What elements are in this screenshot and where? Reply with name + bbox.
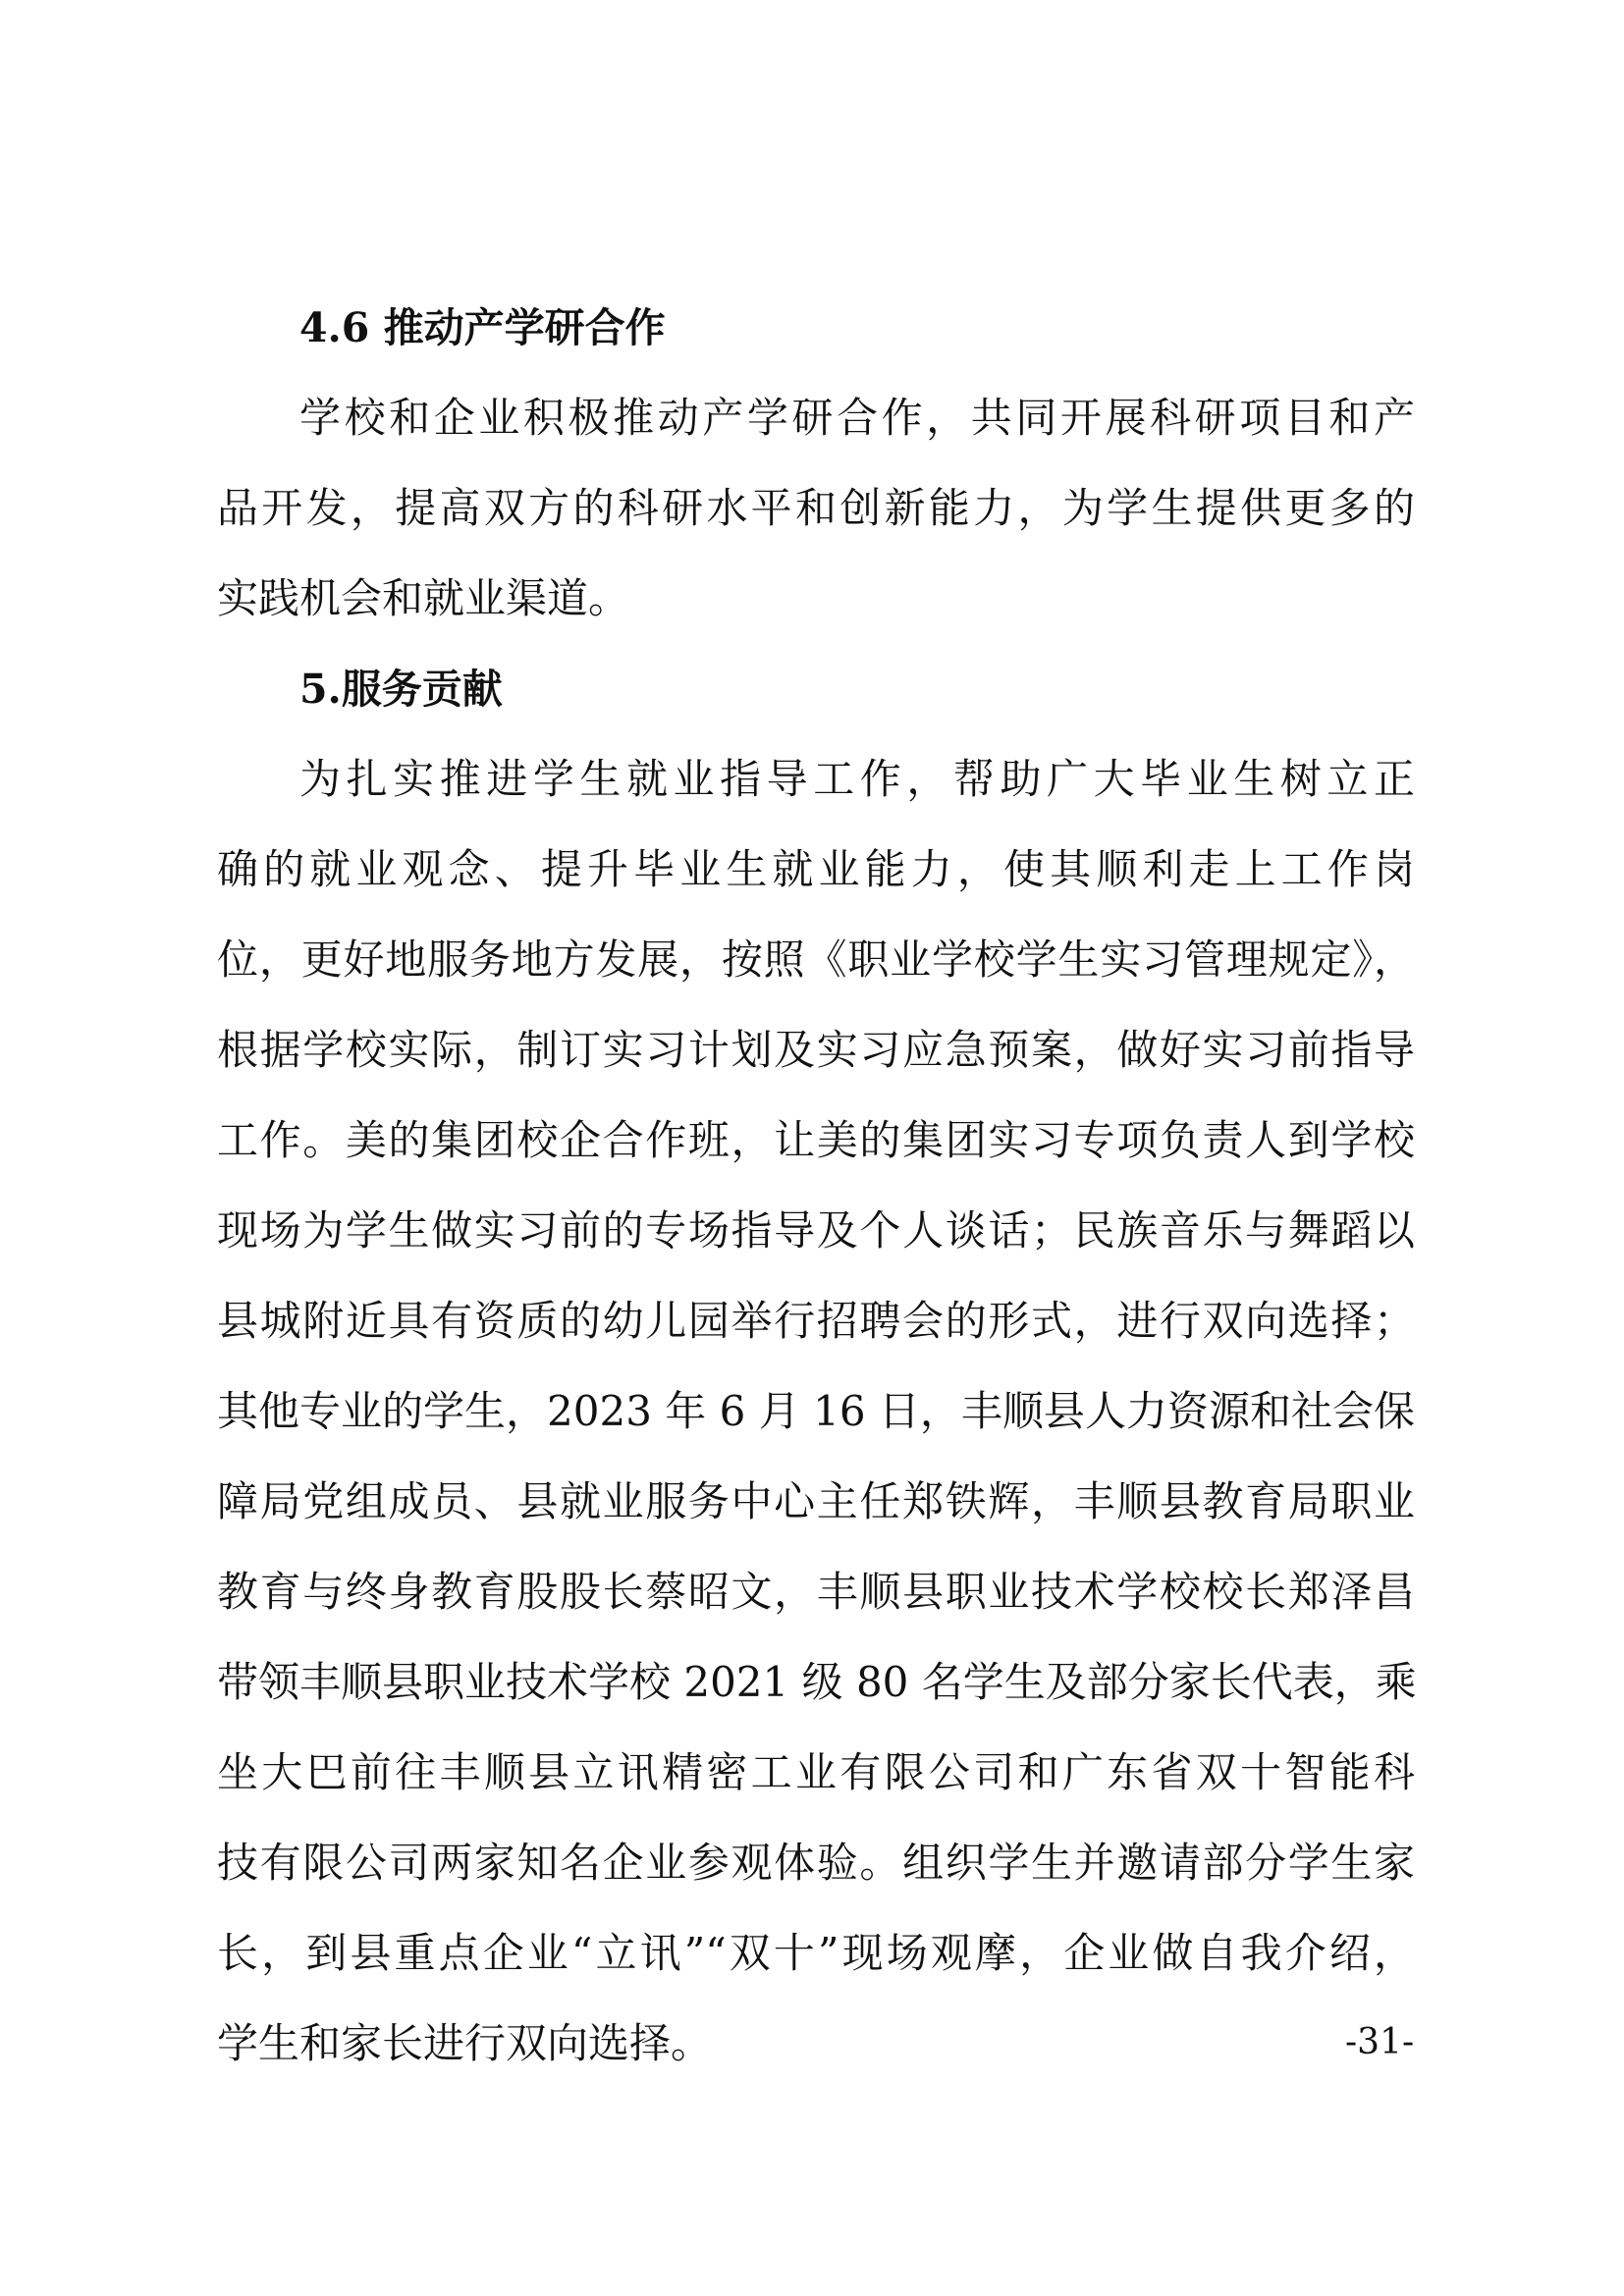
paragraph-line: 坐大巴前往丰顺县立讯精密工业有限公司和广东省双十智能科 bbox=[217, 1748, 1415, 1796]
paragraph-line: 带领丰顺县职业技术学校 2021 级 80 名学生及部分家长代表，乘 bbox=[217, 1658, 1417, 1706]
section-4-6-paragraph bbox=[217, 373, 1415, 644]
paragraph-line: 根据学校实际，制订实习计划及实习应急预案，做好实习前指导 bbox=[217, 1026, 1415, 1074]
paragraph-line: 工作。美的集团校企合作班，让美的集团实习专项负责人到学校 bbox=[217, 1116, 1415, 1164]
paragraph-line: 位，更好地服务地方发展，按照《职业学校学生实习管理规定》， bbox=[217, 935, 1415, 984]
paragraph-line: 长，到县重点企业“立讯”“双十”现场观摩，企业做自我介绍， bbox=[217, 1929, 1415, 1977]
page-body bbox=[217, 283, 1415, 2089]
paragraph-line: 为扎实推进学生就业指导工作，帮助广大毕业生树立正 bbox=[299, 755, 1415, 803]
paragraph-line: 品开发，提高双方的科研水平和创新能力，为学生提供更多的 bbox=[217, 484, 1415, 532]
paragraph-line: 教育与终身教育股股长蔡昭文，丰顺县职业技术学校校长郑泽昌 bbox=[217, 1568, 1415, 1616]
paragraph-line: 障局党组成员、县就业服务中心主任郑铁辉，丰顺县教育局职业 bbox=[217, 1477, 1415, 1525]
section-5-paragraph bbox=[217, 734, 1415, 2089]
page-number: -31- bbox=[1345, 2022, 1415, 2062]
paragraph-line: 学生和家长进行双向选择。 bbox=[217, 2019, 713, 2067]
paragraph-line: 确的就业观念、提升毕业生就业能力，使其顺利走上工作岗 bbox=[217, 845, 1415, 893]
paragraph-line: 实践机会和就业渠道。 bbox=[217, 574, 630, 622]
paragraph-line: 县城附近具有资质的幼儿园举行招聘会的形式，进行双向选择； bbox=[217, 1297, 1415, 1345]
section-heading-4-6: 4.6 推动产学研合作 bbox=[299, 304, 666, 351]
paragraph-line: 其他专业的学生，2023 年 6 月 16 日，丰顺县人力资源和社会保 bbox=[217, 1387, 1415, 1435]
section-heading-5: 5.服务贡献 bbox=[299, 666, 503, 713]
paragraph-line: 技有限公司两家知名企业参观体验。组织学生并邀请部分学生家 bbox=[217, 1839, 1415, 1887]
paragraph-line: 现场为学生做实习前的专场指导及个人谈话；民族音乐与舞蹈以 bbox=[217, 1206, 1415, 1255]
paragraph-line: 学校和企业积极推动产学研合作，共同开展科研项目和产 bbox=[299, 394, 1415, 442]
